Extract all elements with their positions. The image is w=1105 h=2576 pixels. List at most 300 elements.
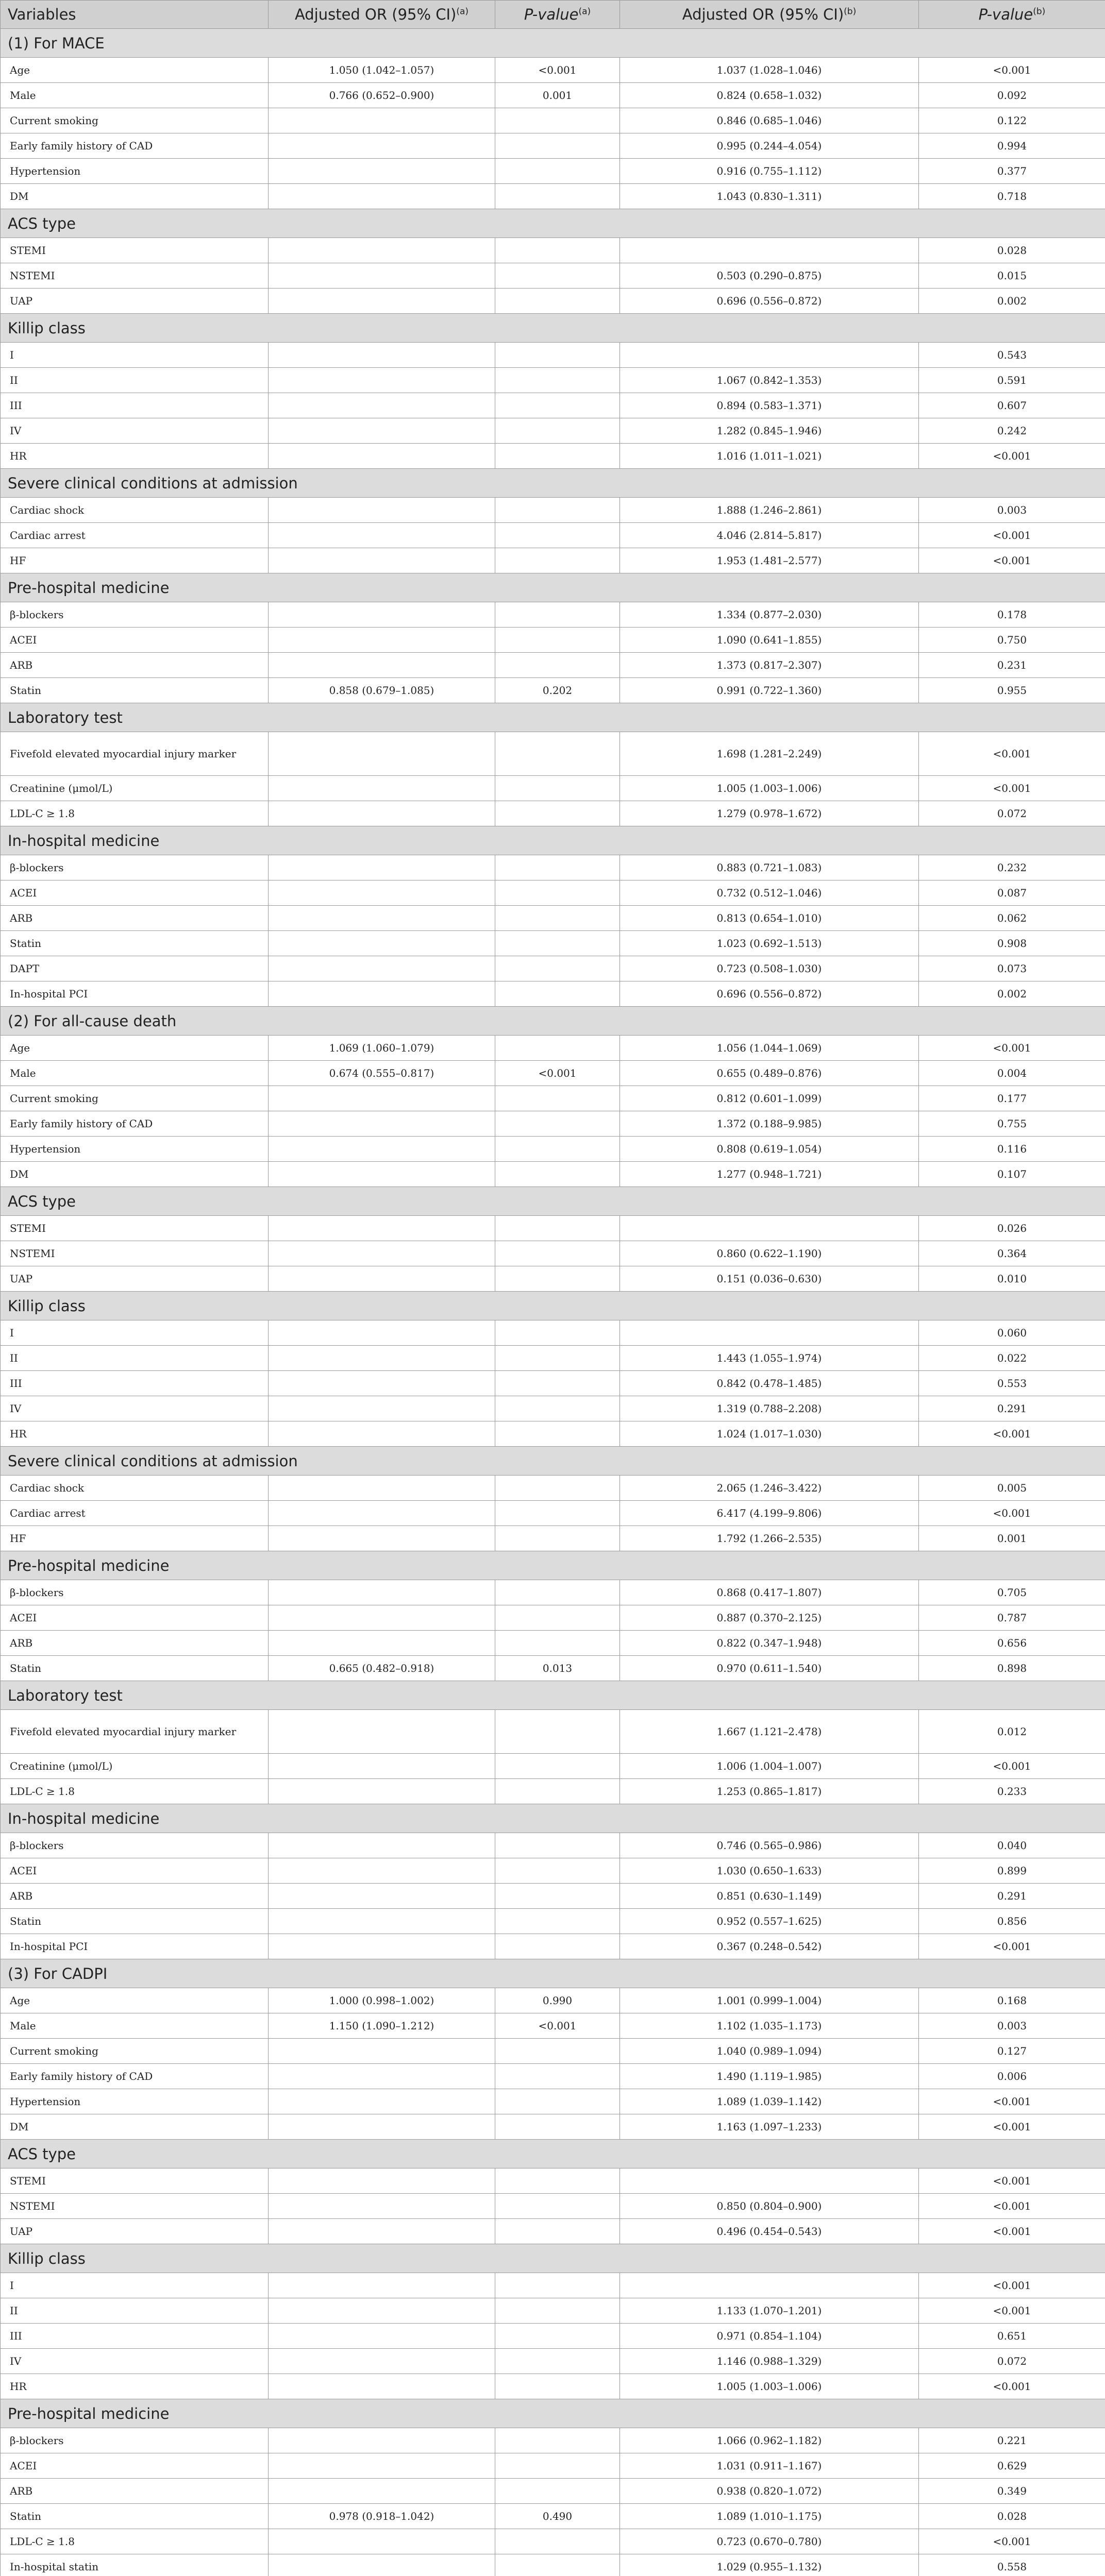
p-value-b-cell: 0.010: [919, 1266, 1105, 1292]
adjusted-or-a-cell: [269, 801, 495, 826]
p-value-a-cell: [495, 418, 620, 444]
table-row: [1, 678, 1105, 703]
adjusted-or-a-cell: [269, 2479, 495, 2504]
section-header-row: [1, 826, 1105, 855]
p-value-a-cell: [495, 1605, 620, 1631]
table-row: [1, 1346, 1105, 1371]
table-row: [1, 498, 1105, 523]
adjusted-or-a-cell: [269, 776, 495, 801]
adjusted-or-b-cell: 0.367 (0.248–0.542): [620, 1934, 919, 1959]
section-title: (3) For CADPI: [1, 1959, 1105, 1988]
p-value-a-cell: [495, 855, 620, 880]
p-value-a-cell: <0.001: [495, 58, 620, 83]
variable-cell: NSTEMI: [1, 263, 269, 289]
variable-cell: Age: [1, 1988, 269, 2013]
section-title: Pre-hospital medicine: [1, 2399, 1105, 2428]
adjusted-or-a-cell: [269, 238, 495, 263]
p-value-b-cell: 0.221: [919, 2428, 1105, 2453]
adjusted-or-b-cell: 1.024 (1.017–1.030): [620, 1421, 919, 1447]
adjusted-or-b-cell: 0.746 (0.565–0.986): [620, 1833, 919, 1858]
adjusted-or-a-cell: 0.766 (0.652–0.900): [269, 83, 495, 108]
table-row: [1, 1526, 1105, 1551]
p-value-b-cell: 0.750: [919, 628, 1105, 653]
p-value-a-cell: [495, 653, 620, 678]
p-value-b-cell: 0.004: [919, 1061, 1105, 1086]
variable-cell: UAP: [1, 1266, 269, 1292]
adjusted-or-b-cell: 1.373 (0.817–2.307): [620, 653, 919, 678]
variable-cell: STEMI: [1, 2168, 269, 2194]
variable-cell: HR: [1, 2374, 269, 2399]
table-row: [1, 368, 1105, 393]
table-row: [1, 184, 1105, 209]
table-row: [1, 1605, 1105, 1631]
p-value-b-cell: 0.898: [919, 1656, 1105, 1681]
section-title: Severe clinical conditions at admission: [1, 1447, 1105, 1476]
p-value-b-cell: 0.026: [919, 1216, 1105, 1241]
p-value-a-cell: [495, 108, 620, 133]
adjusted-or-b-cell: 1.253 (0.865–1.817): [620, 1779, 919, 1804]
p-value-a-cell: [495, 1580, 620, 1605]
adjusted-or-a-cell: [269, 1216, 495, 1241]
adjusted-or-a-cell: [269, 628, 495, 653]
p-value-b-cell: <0.001: [919, 2089, 1105, 2114]
table-row: [1, 1476, 1105, 1501]
p-value-b-cell: 0.006: [919, 2064, 1105, 2089]
variable-cell: Male: [1, 83, 269, 108]
p-value-a-cell: <0.001: [495, 1061, 620, 1086]
variable-cell: Early family history of CAD: [1, 1111, 269, 1137]
p-value-a-cell: [495, 602, 620, 628]
variable-cell: Current smoking: [1, 2039, 269, 2064]
adjusted-or-a-cell: 1.150 (1.090–1.212): [269, 2013, 495, 2039]
table-row: [1, 2324, 1105, 2349]
p-value-b-cell: <0.001: [919, 523, 1105, 548]
adjusted-or-a-cell: [269, 184, 495, 209]
header-adjusted-or-b: Adjusted OR (95% CI)$^{(b)}$: [620, 1, 919, 29]
p-value-a-cell: 0.490: [495, 2504, 620, 2529]
p-value-b-cell: 0.127: [919, 2039, 1105, 2064]
table-row: [1, 418, 1105, 444]
p-value-a-cell: [495, 263, 620, 289]
adjusted-or-b-cell: 1.443 (1.055–1.974): [620, 1346, 919, 1371]
table-row: [1, 1162, 1105, 1187]
adjusted-or-a-cell: [269, 2428, 495, 2453]
p-value-b-cell: 0.060: [919, 1320, 1105, 1346]
table-row: [1, 1371, 1105, 1396]
variable-cell: Statin: [1, 678, 269, 703]
section-header-row: [1, 209, 1105, 238]
adjusted-or-b-cell: 1.282 (0.845–1.946): [620, 418, 919, 444]
table-row: [1, 1036, 1105, 1061]
p-value-b-cell: <0.001: [919, 58, 1105, 83]
p-value-a-cell: [495, 368, 620, 393]
variable-cell: Age: [1, 58, 269, 83]
table-row: [1, 523, 1105, 548]
table-row: [1, 1833, 1105, 1858]
p-value-a-cell: [495, 2194, 620, 2219]
adjusted-or-a-cell: [269, 1162, 495, 1187]
adjusted-or-a-cell: [269, 2168, 495, 2194]
variable-cell: ACEI: [1, 1858, 269, 1884]
p-value-a-cell: [495, 343, 620, 368]
adjusted-or-a-cell: [269, 498, 495, 523]
adjusted-or-b-cell: 0.860 (0.622–1.190): [620, 1241, 919, 1266]
p-value-b-cell: 0.028: [919, 2504, 1105, 2529]
p-value-b-cell: 0.787: [919, 1605, 1105, 1631]
section-header-row: [1, 1551, 1105, 1580]
p-value-b-cell: <0.001: [919, 2273, 1105, 2298]
header-p-value-b: P-value$^{(b)}$: [919, 1, 1105, 29]
p-value-b-cell: 0.543: [919, 343, 1105, 368]
table-row: [1, 1216, 1105, 1241]
adjusted-or-b-cell: 1.089 (1.039–1.142): [620, 2089, 919, 2114]
p-value-b-cell: 0.994: [919, 133, 1105, 159]
adjusted-or-b-cell: 1.146 (0.988–1.329): [620, 2349, 919, 2374]
p-value-a-cell: [495, 184, 620, 209]
adjusted-or-a-cell: [269, 1501, 495, 1526]
p-value-a-cell: [495, 1137, 620, 1162]
adjusted-or-a-cell: [269, 1111, 495, 1137]
table-row: [1, 1421, 1105, 1447]
adjusted-or-b-cell: 1.133 (1.070–1.201): [620, 2298, 919, 2324]
p-value-b-cell: <0.001: [919, 1501, 1105, 1526]
adjusted-or-a-cell: [269, 2453, 495, 2479]
adjusted-or-a-cell: 0.978 (0.918–1.042): [269, 2504, 495, 2529]
adjusted-or-b-cell: 0.655 (0.489–0.876): [620, 1061, 919, 1086]
table-row: [1, 2529, 1105, 2554]
section-header-row: [1, 1007, 1105, 1036]
variable-cell: NSTEMI: [1, 1241, 269, 1266]
p-value-a-cell: [495, 1754, 620, 1779]
adjusted-or-b-cell: 1.277 (0.948–1.721): [620, 1162, 919, 1187]
table-row: [1, 732, 1105, 776]
p-value-a-cell: 0.202: [495, 678, 620, 703]
table-row: [1, 2298, 1105, 2324]
p-value-b-cell: <0.001: [919, 1036, 1105, 1061]
section-title: Severe clinical conditions at admission: [1, 469, 1105, 498]
variable-cell: Statin: [1, 1909, 269, 1934]
variable-cell: ACEI: [1, 628, 269, 653]
adjusted-or-b-cell: 0.503 (0.290–0.875): [620, 263, 919, 289]
p-value-b-cell: 0.899: [919, 1858, 1105, 1884]
variable-cell: Early family history of CAD: [1, 133, 269, 159]
adjusted-or-a-cell: 0.858 (0.679–1.085): [269, 678, 495, 703]
table-row: [1, 83, 1105, 108]
table-row: [1, 2453, 1105, 2479]
p-value-a-cell: [495, 981, 620, 1007]
section-header-row: [1, 2140, 1105, 2168]
adjusted-or-a-cell: [269, 1346, 495, 1371]
table-row: [1, 444, 1105, 469]
p-value-a-cell: [495, 523, 620, 548]
p-value-a-cell: [495, 548, 620, 573]
adjusted-or-b-cell: 0.808 (0.619–1.054): [620, 1137, 919, 1162]
section-header-row: [1, 1804, 1105, 1833]
p-value-a-cell: 0.013: [495, 1656, 620, 1681]
p-value-b-cell: <0.001: [919, 2298, 1105, 2324]
adjusted-or-a-cell: [269, 159, 495, 184]
p-value-b-cell: 0.092: [919, 83, 1105, 108]
p-value-b-cell: 0.908: [919, 931, 1105, 956]
variable-cell: ACEI: [1, 1605, 269, 1631]
adjusted-or-b-cell: 0.723 (0.670–0.780): [620, 2529, 919, 2554]
variable-cell: I: [1, 1320, 269, 1346]
table-row: [1, 1396, 1105, 1421]
adjusted-or-a-cell: [269, 1631, 495, 1656]
table-row: [1, 1858, 1105, 1884]
adjusted-or-a-cell: [269, 548, 495, 573]
p-value-a-cell: [495, 2298, 620, 2324]
adjusted-or-b-cell: 0.822 (0.347–1.948): [620, 1631, 919, 1656]
p-value-b-cell: 0.955: [919, 678, 1105, 703]
adjusted-or-b-cell: 1.089 (1.010–1.175): [620, 2504, 919, 2529]
adjusted-or-a-cell: [269, 108, 495, 133]
adjusted-or-b-cell: 1.319 (0.788–2.208): [620, 1396, 919, 1421]
p-value-a-cell: [495, 2479, 620, 2504]
adjusted-or-a-cell: [269, 1779, 495, 1804]
table-row: [1, 2349, 1105, 2374]
table-row: [1, 1631, 1105, 1656]
adjusted-or-a-cell: [269, 1266, 495, 1292]
variable-cell: Age: [1, 1036, 269, 1061]
p-value-a-cell: [495, 1779, 620, 1804]
adjusted-or-a-cell: [269, 2374, 495, 2399]
table-row: [1, 2428, 1105, 2453]
adjusted-or-b-cell: 0.732 (0.512–1.046): [620, 880, 919, 906]
p-value-a-cell: [495, 2273, 620, 2298]
p-value-b-cell: <0.001: [919, 2194, 1105, 2219]
p-value-a-cell: [495, 1710, 620, 1754]
p-value-b-cell: 0.003: [919, 2013, 1105, 2039]
p-value-b-cell: 0.591: [919, 368, 1105, 393]
p-value-a-cell: [495, 1162, 620, 1187]
table-row: [1, 393, 1105, 418]
adjusted-or-b-cell: 0.995 (0.244–4.054): [620, 133, 919, 159]
adjusted-or-b-cell: 6.417 (4.199–9.806): [620, 1501, 919, 1526]
p-value-a-cell: [495, 2554, 620, 2576]
adjusted-or-b-cell: 0.151 (0.036–0.630): [620, 1266, 919, 1292]
table-row: [1, 1061, 1105, 1086]
table-row: [1, 343, 1105, 368]
adjusted-or-a-cell: [269, 2529, 495, 2554]
variable-cell: DM: [1, 1162, 269, 1187]
adjusted-or-b-cell: 1.066 (0.962–1.182): [620, 2428, 919, 2453]
variable-cell: Cardiac shock: [1, 498, 269, 523]
section-title: Laboratory test: [1, 703, 1105, 732]
section-title: (1) For MACE: [1, 29, 1105, 58]
p-value-b-cell: 0.005: [919, 1476, 1105, 1501]
adjusted-or-a-cell: [269, 2298, 495, 2324]
p-value-a-cell: [495, 1241, 620, 1266]
p-value-a-cell: [495, 1631, 620, 1656]
adjusted-or-b-cell: 0.813 (0.654–1.010): [620, 906, 919, 931]
p-value-a-cell: [495, 2529, 620, 2554]
p-value-b-cell: 0.232: [919, 855, 1105, 880]
variable-cell: β-blockers: [1, 1833, 269, 1858]
section-header-row: [1, 1959, 1105, 1988]
variable-cell: DAPT: [1, 956, 269, 981]
table-row: [1, 2504, 1105, 2529]
variable-cell: Current smoking: [1, 1086, 269, 1111]
adjusted-or-a-cell: 1.069 (1.060–1.079): [269, 1036, 495, 1061]
p-value-b-cell: 0.040: [919, 1833, 1105, 1858]
table-row: [1, 1754, 1105, 1779]
p-value-b-cell: 0.122: [919, 108, 1105, 133]
adjusted-or-b-cell: 1.031 (0.911–1.167): [620, 2453, 919, 2479]
adjusted-or-a-cell: [269, 1320, 495, 1346]
table-row: [1, 801, 1105, 826]
p-value-b-cell: 0.015: [919, 263, 1105, 289]
adjusted-or-a-cell: [269, 1754, 495, 1779]
variable-cell: Hypertension: [1, 2089, 269, 2114]
variable-cell: STEMI: [1, 238, 269, 263]
adjusted-or-a-cell: [269, 1086, 495, 1111]
adjusted-or-b-cell: 1.016 (1.011–1.021): [620, 444, 919, 469]
p-value-a-cell: [495, 1216, 620, 1241]
adjusted-or-b-cell: 1.056 (1.044–1.069): [620, 1036, 919, 1061]
p-value-b-cell: 0.028: [919, 238, 1105, 263]
p-value-b-cell: 0.107: [919, 1162, 1105, 1187]
adjusted-or-a-cell: [269, 1909, 495, 1934]
table-row: [1, 1909, 1105, 1934]
table-row: [1, 1086, 1105, 1111]
p-value-b-cell: <0.001: [919, 2529, 1105, 2554]
p-value-a-cell: [495, 1884, 620, 1909]
variable-cell: In-hospital PCI: [1, 981, 269, 1007]
adjusted-or-b-cell: 0.723 (0.508–1.030): [620, 956, 919, 981]
adjusted-or-b-cell: 1.001 (0.999–1.004): [620, 1988, 919, 2013]
adjusted-or-b-cell: 0.850 (0.804–0.900): [620, 2194, 919, 2219]
adjusted-or-b-cell: 0.883 (0.721–1.083): [620, 855, 919, 880]
adjusted-or-b-cell: [620, 343, 919, 368]
section-header-row: [1, 2399, 1105, 2428]
p-value-b-cell: 0.002: [919, 981, 1105, 1007]
p-value-a-cell: [495, 1833, 620, 1858]
adjusted-or-a-cell: [269, 1605, 495, 1631]
p-value-b-cell: <0.001: [919, 444, 1105, 469]
adjusted-or-b-cell: [620, 2273, 919, 2298]
adjusted-or-a-cell: [269, 368, 495, 393]
p-value-a-cell: [495, 1934, 620, 1959]
p-value-b-cell: 0.168: [919, 1988, 1105, 2013]
p-value-a-cell: [495, 238, 620, 263]
table-row: [1, 1884, 1105, 1909]
variable-cell: HR: [1, 444, 269, 469]
p-value-a-cell: [495, 1421, 620, 1447]
adjusted-or-a-cell: [269, 2039, 495, 2064]
section-header-row: [1, 573, 1105, 602]
adjusted-or-b-cell: 1.023 (0.692–1.513): [620, 931, 919, 956]
section-header-row: [1, 1187, 1105, 1216]
p-value-b-cell: 0.003: [919, 498, 1105, 523]
p-value-b-cell: <0.001: [919, 1421, 1105, 1447]
adjusted-or-b-cell: 1.005 (1.003–1.006): [620, 776, 919, 801]
section-header-row: [1, 1292, 1105, 1320]
p-value-b-cell: <0.001: [919, 2219, 1105, 2244]
variable-cell: DM: [1, 184, 269, 209]
variable-cell: In-hospital statin: [1, 2554, 269, 2576]
adjusted-or-b-cell: [620, 1216, 919, 1241]
section-title: ACS type: [1, 2140, 1105, 2168]
p-value-a-cell: [495, 880, 620, 906]
p-value-b-cell: <0.001: [919, 732, 1105, 776]
variable-cell: ARB: [1, 906, 269, 931]
p-value-b-cell: 0.364: [919, 1241, 1105, 1266]
variable-cell: Male: [1, 1061, 269, 1086]
variable-cell: II: [1, 2298, 269, 2324]
section-header-row: [1, 1681, 1105, 1710]
adjusted-or-a-cell: [269, 906, 495, 931]
table-row: [1, 1111, 1105, 1137]
table-row: [1, 602, 1105, 628]
variable-cell: HF: [1, 1526, 269, 1551]
table-row: [1, 981, 1105, 1007]
table-row: [1, 2114, 1105, 2140]
adjusted-or-a-cell: [269, 393, 495, 418]
p-value-a-cell: [495, 1111, 620, 1137]
variable-cell: II: [1, 368, 269, 393]
adjusted-or-a-cell: [269, 880, 495, 906]
adjusted-or-b-cell: 1.029 (0.955–1.132): [620, 2554, 919, 2576]
p-value-a-cell: [495, 444, 620, 469]
adjusted-or-b-cell: 1.163 (1.097–1.233): [620, 2114, 919, 2140]
p-value-b-cell: 0.607: [919, 393, 1105, 418]
section-header-row: [1, 1447, 1105, 1476]
variable-cell: HR: [1, 1421, 269, 1447]
p-value-a-cell: [495, 1266, 620, 1292]
p-value-a-cell: [495, 1858, 620, 1884]
variable-cell: I: [1, 2273, 269, 2298]
table-row: [1, 1241, 1105, 1266]
adjusted-or-b-cell: 0.971 (0.854–1.104): [620, 2324, 919, 2349]
table-row: [1, 776, 1105, 801]
p-value-a-cell: [495, 2428, 620, 2453]
variable-cell: Hypertension: [1, 1137, 269, 1162]
adjusted-or-b-cell: 0.696 (0.556–0.872): [620, 981, 919, 1007]
header-adjusted-or-a: Adjusted OR (95% CI)$^{(a)}$: [269, 1, 495, 29]
adjusted-or-a-cell: [269, 1858, 495, 1884]
p-value-a-cell: [495, 2039, 620, 2064]
p-value-b-cell: 0.856: [919, 1909, 1105, 1934]
p-value-b-cell: 0.705: [919, 1580, 1105, 1605]
variable-cell: Early family history of CAD: [1, 2064, 269, 2089]
section-title: Killip class: [1, 314, 1105, 343]
adjusted-or-a-cell: [269, 1137, 495, 1162]
table-row: [1, 238, 1105, 263]
p-value-a-cell: [495, 732, 620, 776]
table-row: [1, 653, 1105, 678]
adjusted-or-a-cell: [269, 931, 495, 956]
p-value-a-cell: [495, 906, 620, 931]
adjusted-or-a-cell: [269, 855, 495, 880]
p-value-b-cell: 0.755: [919, 1111, 1105, 1137]
variable-cell: IV: [1, 1396, 269, 1421]
variable-cell: β-blockers: [1, 602, 269, 628]
p-value-a-cell: [495, 1371, 620, 1396]
adjusted-or-b-cell: 0.846 (0.685–1.046): [620, 108, 919, 133]
p-value-b-cell: 0.072: [919, 2349, 1105, 2374]
table-row: [1, 2039, 1105, 2064]
variable-cell: β-blockers: [1, 2428, 269, 2453]
adjusted-or-a-cell: [269, 2194, 495, 2219]
variable-cell: Fivefold elevated myocardial injury marker: [1, 1710, 269, 1754]
header-variables: Variables: [1, 1, 269, 29]
adjusted-or-a-cell: 1.050 (1.042–1.057): [269, 58, 495, 83]
p-value-b-cell: <0.001: [919, 776, 1105, 801]
p-value-b-cell: 0.178: [919, 602, 1105, 628]
adjusted-or-b-cell: 0.970 (0.611–1.540): [620, 1656, 919, 1681]
table-row: [1, 906, 1105, 931]
